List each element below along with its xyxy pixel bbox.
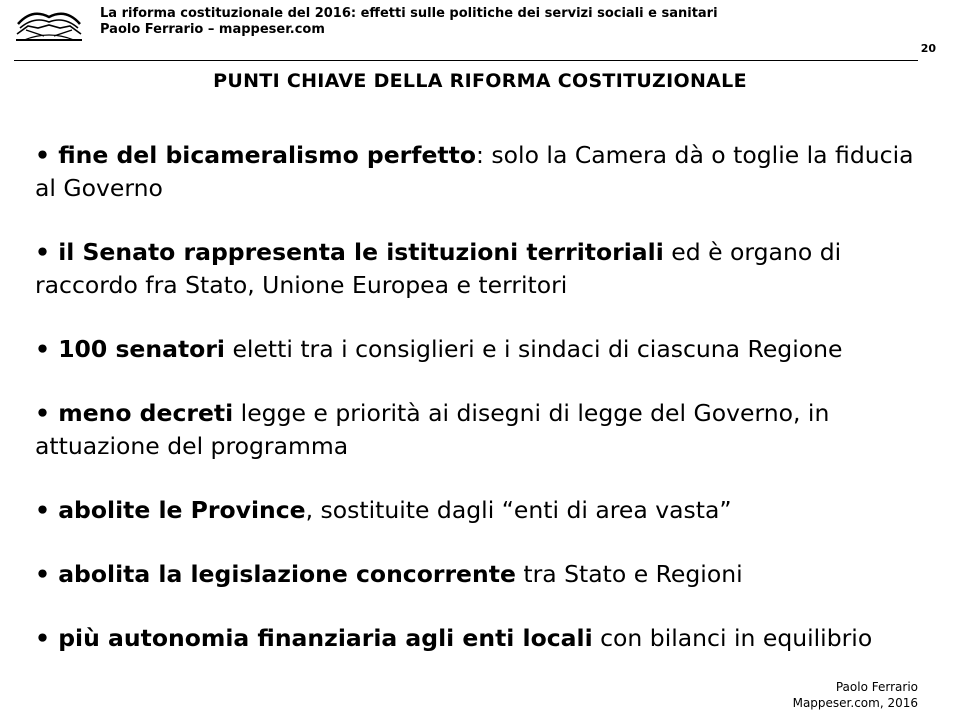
bullet-dot: • (35, 496, 59, 524)
bullet-item (35, 558, 925, 591)
page-number: 20 (920, 42, 936, 55)
bullet-dot: • (35, 141, 59, 169)
bullet-text: eletti tra i consiglieri e i sindaci di ciascuna Regione (224, 335, 843, 363)
footer-author: Paolo Ferrario (835, 680, 918, 694)
bullet-item (35, 139, 925, 205)
bullet-text: legge e priorità ai disegni di legge del Governo, in attuazione del programma (35, 399, 830, 460)
bullet-list (35, 139, 925, 686)
bullet-bold-text: meno decreti (58, 399, 234, 427)
footer-site: Mappeser.com, 2016 (792, 696, 918, 710)
bullet-text: con bilanci in equilibrio (592, 624, 873, 652)
header-author: Paolo Ferrario – mappeser.com (100, 22, 325, 37)
bullet-dot: • (35, 624, 59, 652)
bullet-item (35, 397, 925, 463)
bullet-dot: • (35, 399, 59, 427)
open-book-hands-logo (14, 4, 84, 44)
bullet-item (35, 333, 925, 366)
header-title: La riforma costituzionale del 2016: effetti sulle politiche dei servizi sociali e sanitari (100, 6, 718, 21)
bullet-item (35, 236, 925, 302)
bullet-text: ed è organo di raccordo fra Stato, Unione Europea e territori (35, 238, 842, 299)
header-text (100, 6, 718, 38)
bullet-bold-text: abolita la legislazione concorrente (58, 560, 516, 588)
bullet-bold-text: fine del bicameralismo perfetto (58, 141, 477, 169)
slide-title: PUNTI CHIAVE DELLA RIFORMA COSTITUZIONALE (213, 70, 747, 92)
header-divider (14, 60, 918, 61)
bullet-item (35, 494, 925, 527)
bullet-dot: • (35, 560, 59, 588)
bullet-item (35, 622, 925, 655)
bullet-text: , sostituite dagli “enti di area vasta” (305, 496, 732, 524)
bullet-bold-text: 100 senatori (58, 335, 225, 363)
bullet-bold-text: più autonomia finanziaria agli enti locali (58, 624, 593, 652)
footer (793, 679, 918, 711)
bullet-text: : solo la Camera dà o toglie la fiducia al Governo (35, 141, 914, 202)
bullet-dot: • (35, 238, 59, 266)
bullet-text: tra Stato e Regioni (515, 560, 743, 588)
bullet-dot: • (35, 335, 59, 363)
bullet-bold-text: abolite le Province (58, 496, 306, 524)
bullet-bold-text: il Senato rappresenta le istituzioni territoriali (58, 238, 664, 266)
